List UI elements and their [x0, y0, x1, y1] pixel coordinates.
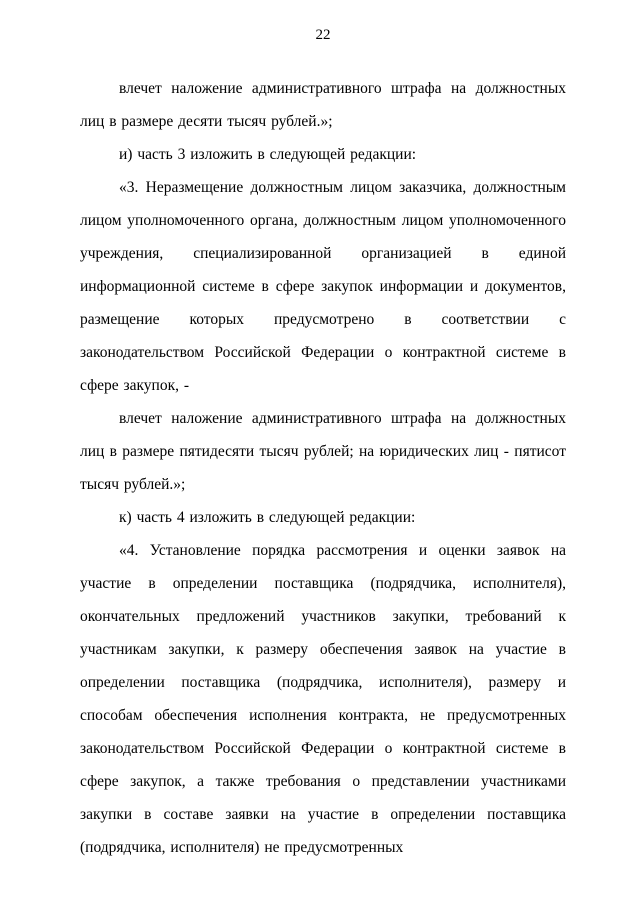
paragraph: «4. Установление порядка рассмотрения и оценки заявок на участие в определении поставщика (подрядчика, исполнителя), окончательных предложений участников закупки, требований к участникам закупки, к размеру обеспечения заявок на участие в определении поставщика (подрядчика, исполнителя), размеру и способам обеспечения исполнения контракта, не предусмотренных законодательством Российской Федерации о контрактной системе в сфере закупок, а также требования о представлении участниками закупки в составе заявки на участие в определении поставщика (подрядчика, исполнителя) не предусмотренных [80, 542, 566, 856]
paragraph: влечет наложение административного штрафа на должностных лиц в размере пятидесяти тысяч рублей; на юридических лиц - пятисот тысяч рублей.»; [80, 410, 566, 493]
paragraph: и) часть 3 изложить в следующей редакции: [119, 146, 417, 163]
paragraph: «3. Неразмещение должностным лицом заказчика, должностным лицом уполномоченного органа, должностным лицом уполномоченного учреждения, специализированной организацией в единой информационной системе в сфере закупок информации и документов, размещение которых предусмотрено в соответствии с законодательством Российской Федерации о контрактной системе в сфере закупок, - [80, 179, 566, 394]
paragraph: влечет наложение административного штрафа на должностных лиц в размере десяти тысяч рублей.»; [80, 80, 566, 130]
paragraph: к) часть 4 изложить в следующей редакции: [119, 509, 416, 526]
page-number: 22 [315, 27, 331, 43]
document-body [80, 72, 566, 864]
